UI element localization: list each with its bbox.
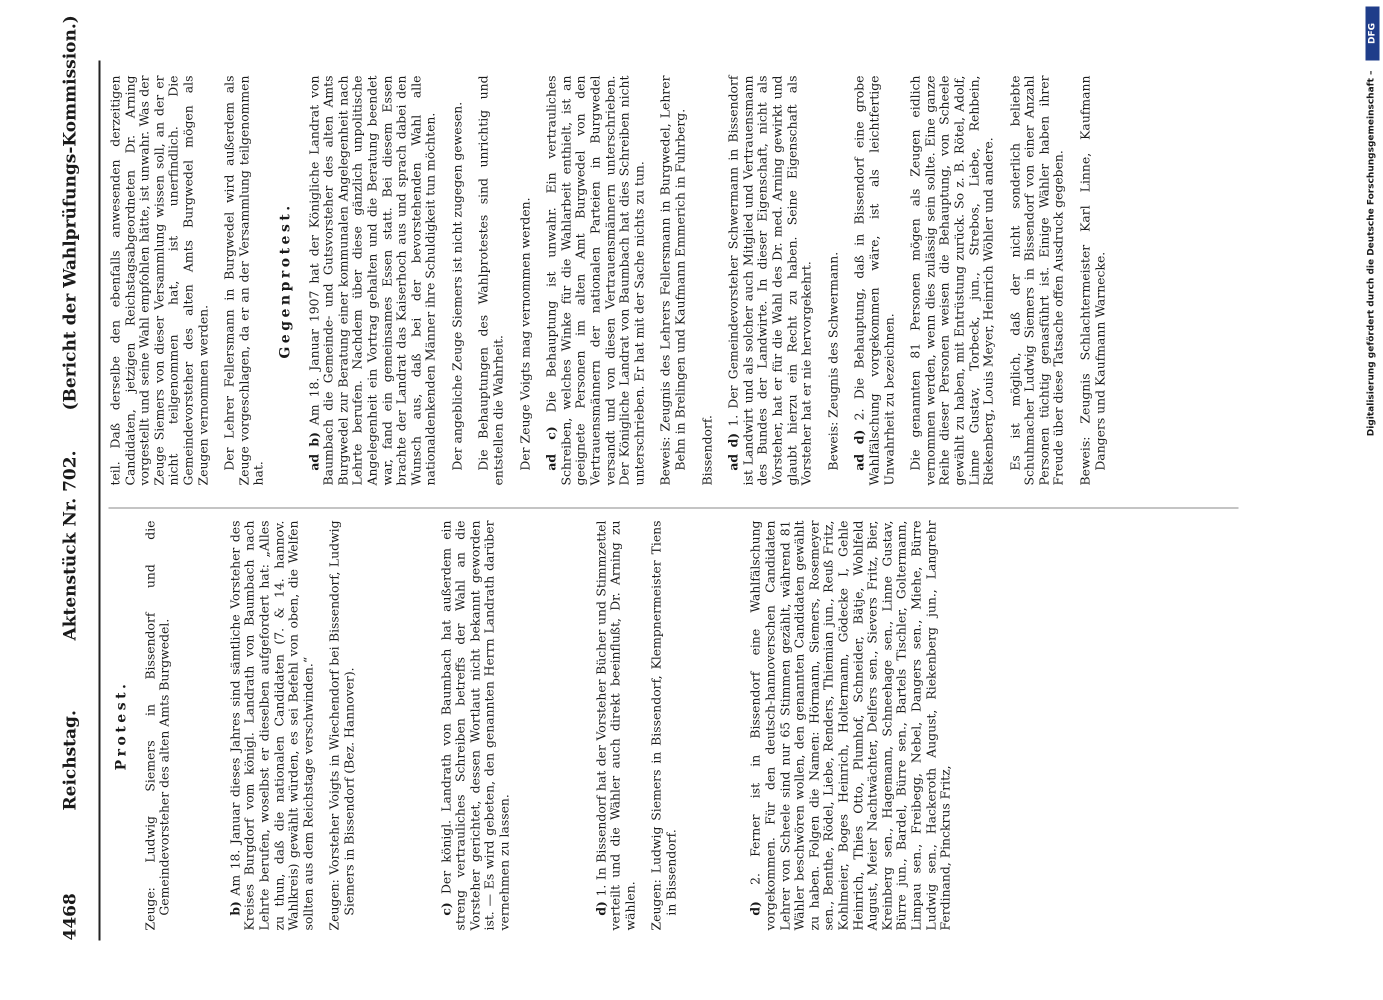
ad-d1-text: 1. Der Gemeindevorsteher Schwermann in Bissendorf ist Landwirt und als solcher auch Mitglied und Vertrauensmann des Bundes der Landwirte. In dieser Eigenschaft, nicht als Vorsteher, hat er für die Wahl des Dr. med. Arning gewirkt und glaubt hierzu ein Recht zu haben. Seine Eigenschaft als Vorsteher hat er nie hervorgekehrt. (725, 75, 814, 485)
ad-d2-more: Die genannten 81 Personen mögen als Zeugen eidlich vernommen werden, wenn dies zulässig sein sollte. Eine ganze Reihe dieser Personen weisen die Behauptung, von Scheele gewählt zu haben, mit Entrüstung zurück. So z. B. Rötel, Adolf, Linne Gustav, Torbeck, jun., Strebos, Liebe, Rehbein, Riekenberg, Louis Meyer, Heinrich Wöhler und andere. (907, 75, 996, 485)
protest-c-label: c) (437, 901, 453, 916)
protest-b-label: b) (226, 900, 242, 916)
protest-d2-paragraph (748, 520, 952, 930)
protest-d1-paragraph (594, 520, 638, 930)
page-header (60, 14, 96, 940)
ad-d2-paragraph (852, 75, 896, 485)
ad-b-more3: Der Zeuge Voigts mag vernommen werden. (516, 196, 532, 471)
gegenprotest-column (108, 75, 1119, 485)
ad-d2-text: 2. Die Behauptung, daß in Bissendorf eine grobe Wahlfälschung vorgekommen wäre, ist als leichtfertige Unwahrheit zu bezeichnen. (851, 75, 896, 485)
protest-d2-text: 2. Ferner ist in Bissendorf eine Wahlfälschung vorgekommen. Für den deutsch-hannoverschen Candidaten Lehrer von Scheele sind nur 65 Stimmen gezählt, während 81 Wähler beschwören wollen, den genannten Candidaten gewählt zu haben. Folgen die Namen: Hörmann, Siemers, Rosemeyer sen., Benthe, Rödel, Liebe, Renders, Thiemian jun., Reuß Fritz, Kohlmeier, Boges Heinrich, Holtermann, Gödecke I, Gehle Heinrich, Thies Otto, Plumhof, Schneider, Bätje, Wohlfeld August, Meier Nachtwächter, Delfers sen., Sievers Fritz, Bier, Kreinberg sen., Hagemann, Schneehage sen., Linne Gustav, Bürre jun., Bardel, Bürre sen., Bartels Tischler, Goltermann, Limpau sen., Freibegg, Nebel, Dangers sen., Miehe, Bürre Ludwig sen., Hackeroth August, Riekenberg jun., Langrehr Ferdinand, Pinckrus Fritz, (747, 520, 953, 930)
header-rule (98, 60, 100, 940)
protest-d1-text: 1. In Bissendorf hat der Vorsteher Bücher und Stimmzettel verteilt und die Wähler auch direkt beeinflußt, Dr. Arning zu wählen. (592, 520, 637, 930)
protest-c-paragraph (439, 520, 512, 930)
ad-c-text: Die Behauptung ist unwahr. Ein vertrauliches Schreiben, welches Winke für die Wahlarbeit enthielt, ist an geeignete Personen im alten Amt Burgwedel von den Vertrauensmännern der nationalen Parteien in Burgwedel versandt und von diesen Vertrauensmännern unterschrieben. Der Königliche Landrat von Baumbach hat dies Schreiben nicht unterschrieben. Er hat mit der Sache nichts zu tun. (543, 75, 646, 485)
ad-d-label: ad d) (725, 432, 741, 471)
ad-b-label: ad b) (305, 431, 321, 471)
ad-c-beweis: Beweis: Zeugnis des Lehrers Fellersmann in Burgwedel, Lehrer Behn in Brelingen und Kaufmann Emmerich in Fuhrberg. (657, 75, 687, 485)
protest-b-text: Am 18. Januar dieses Jahres sind sämtliche Vorsteher des Kreises Burgdorf vom königl. Landrath von Baumbach nach Lehrte berufen, woselbst er dieselben aufgefordert hat: „Alles zu thun, daß die nationalen Candidaten (7. & 14. hannov. Wahlkreis) gewählt würden, es sei Befehl von oben, die Welfen sollten aus dem Reichstage verschwinden.“ (226, 520, 315, 930)
protest-b-zeugen: Zeugen: Vorsteher Voigts in Wiechendorf bei Bissendorf, Ludwig Siemers in Bissendorf (Bez. Hannover). (326, 520, 356, 930)
ad-d1-paragraph (726, 75, 814, 485)
protest-d1-zeugen: Zeugen: Ludwig Siemers in Bissendorf, Klempnermeister Tiens in Bissendorf. (648, 520, 678, 930)
protest-zeuge-intro: Zeuge: Ludwig Siemers in Bissendorf und die Gemeindevorsteher des alten Amts Burgwedel. (141, 520, 172, 930)
ad-d2-more2: Es ist möglich, daß der nicht sonderlich beliebte Schuhmacher Ludwig Siemers in Bissendorf von einer Anzahl Personen tüchtig genasführt ist. Einige Wähler haben ihrer Freude über diese Tatsache offen Ausdruck gegeben. (1006, 75, 1066, 485)
ad-d-label-2: ad d) (851, 429, 867, 471)
continuation-text: teil. Daß derselbe den ebenfalls anwesenden derzeitigen Candidaten, jetzigen Reichstagsabgeordneten Dr. Arning vorgestellt und seine Wahl empfohlen hätte, ist unwahr. Was der Zeuge Siemers von dieser Versammlung wissen soll, an der er nicht teilgenommen hat, ist unerfindlich. Die Gemeindevorsteher des alten Amts Burgwedel mögen als Zeugen vernommen werden. (107, 75, 210, 485)
header-left: Reichstag. (60, 709, 80, 810)
protest-column (108, 520, 965, 930)
page-number: 4468 (60, 892, 80, 940)
protest-title: Protest. (113, 680, 129, 770)
dfg-logo: DFG (1365, 6, 1379, 60)
protest-c-text: Der königl. Landrath von Baumbach hat außerdem ein streng vertrauliches Schreiben betreffs der Wahl an die Vorsteher gerichtet, dessen Wortlaut nicht bekannt geworden ist. — Es wird gebeten, den genannten Herrn Landrath darüber vernehmen zu lassen. (437, 520, 511, 930)
ad-b-paragraph (307, 75, 438, 485)
ad-c-paragraph (544, 75, 646, 485)
ad-b-more: Der angebliche Zeuge Siemers ist nicht zugegen gewesen. (448, 101, 464, 471)
ad-c-label: ad c) (543, 425, 559, 471)
protest-b-paragraph (228, 520, 316, 930)
ad-b-more2: Die Behauptungen des Wahlprotestes sind unrichtig und entstellen die Wahrheit. (475, 75, 506, 485)
digitization-credit: Digitalisierung gefördert durch die Deutsche Forschungsgemeinschaft – (1366, 70, 1376, 436)
protest-d-label: d) (592, 900, 608, 916)
bissendorf-heading: Bissendorf. (698, 414, 714, 485)
protest-d-label-2: d) (747, 900, 763, 916)
gegenprotest-title: Gegenprotest. (276, 201, 293, 359)
header-center: Aktenstück Nr. 702. (60, 449, 80, 640)
ad-d1-beweis: Beweis: Zeugnis des Schwermann. (824, 251, 840, 471)
ad-d2-beweis: Beweis: Zeugnis Schlachtermeister Karl Linne, Kaufmann Dangers und Kaufmann Warnecke. (1077, 75, 1107, 485)
column-divider (108, 507, 1238, 508)
header-right: (Bericht der Wahlprüfungs-Kommission.) (60, 14, 80, 410)
lehrer-paragraph: Der Lehrer Fellersmann in Burgwedel wird außerdem als Zeuge vorgeschlagen, da er an der Versammlung teilgenommen hat. (221, 75, 266, 485)
ad-b-text: Am 18. Januar 1907 hat der Königliche Landrat von Baumbach die Gemeinde- und Gutsvorsteher des alten Amts Burgwedel zur Beratung einer kommunalen Angelegenheit nach Lehrte berufen. Nachdem über diese gänzlich unpolitische Angelegenheit ein Vortrag gehalten und die Beratung beendet war, fand ein gemeinsames Essen statt. Bei diesem Essen brachte der Landrat das Kaiserhoch aus und sprach dabei den Wunsch aus, daß bei der bevorstehenden Wahl alle nationaldenkenden Männer ihre Schuldigkeit tun möchten. (305, 75, 438, 485)
